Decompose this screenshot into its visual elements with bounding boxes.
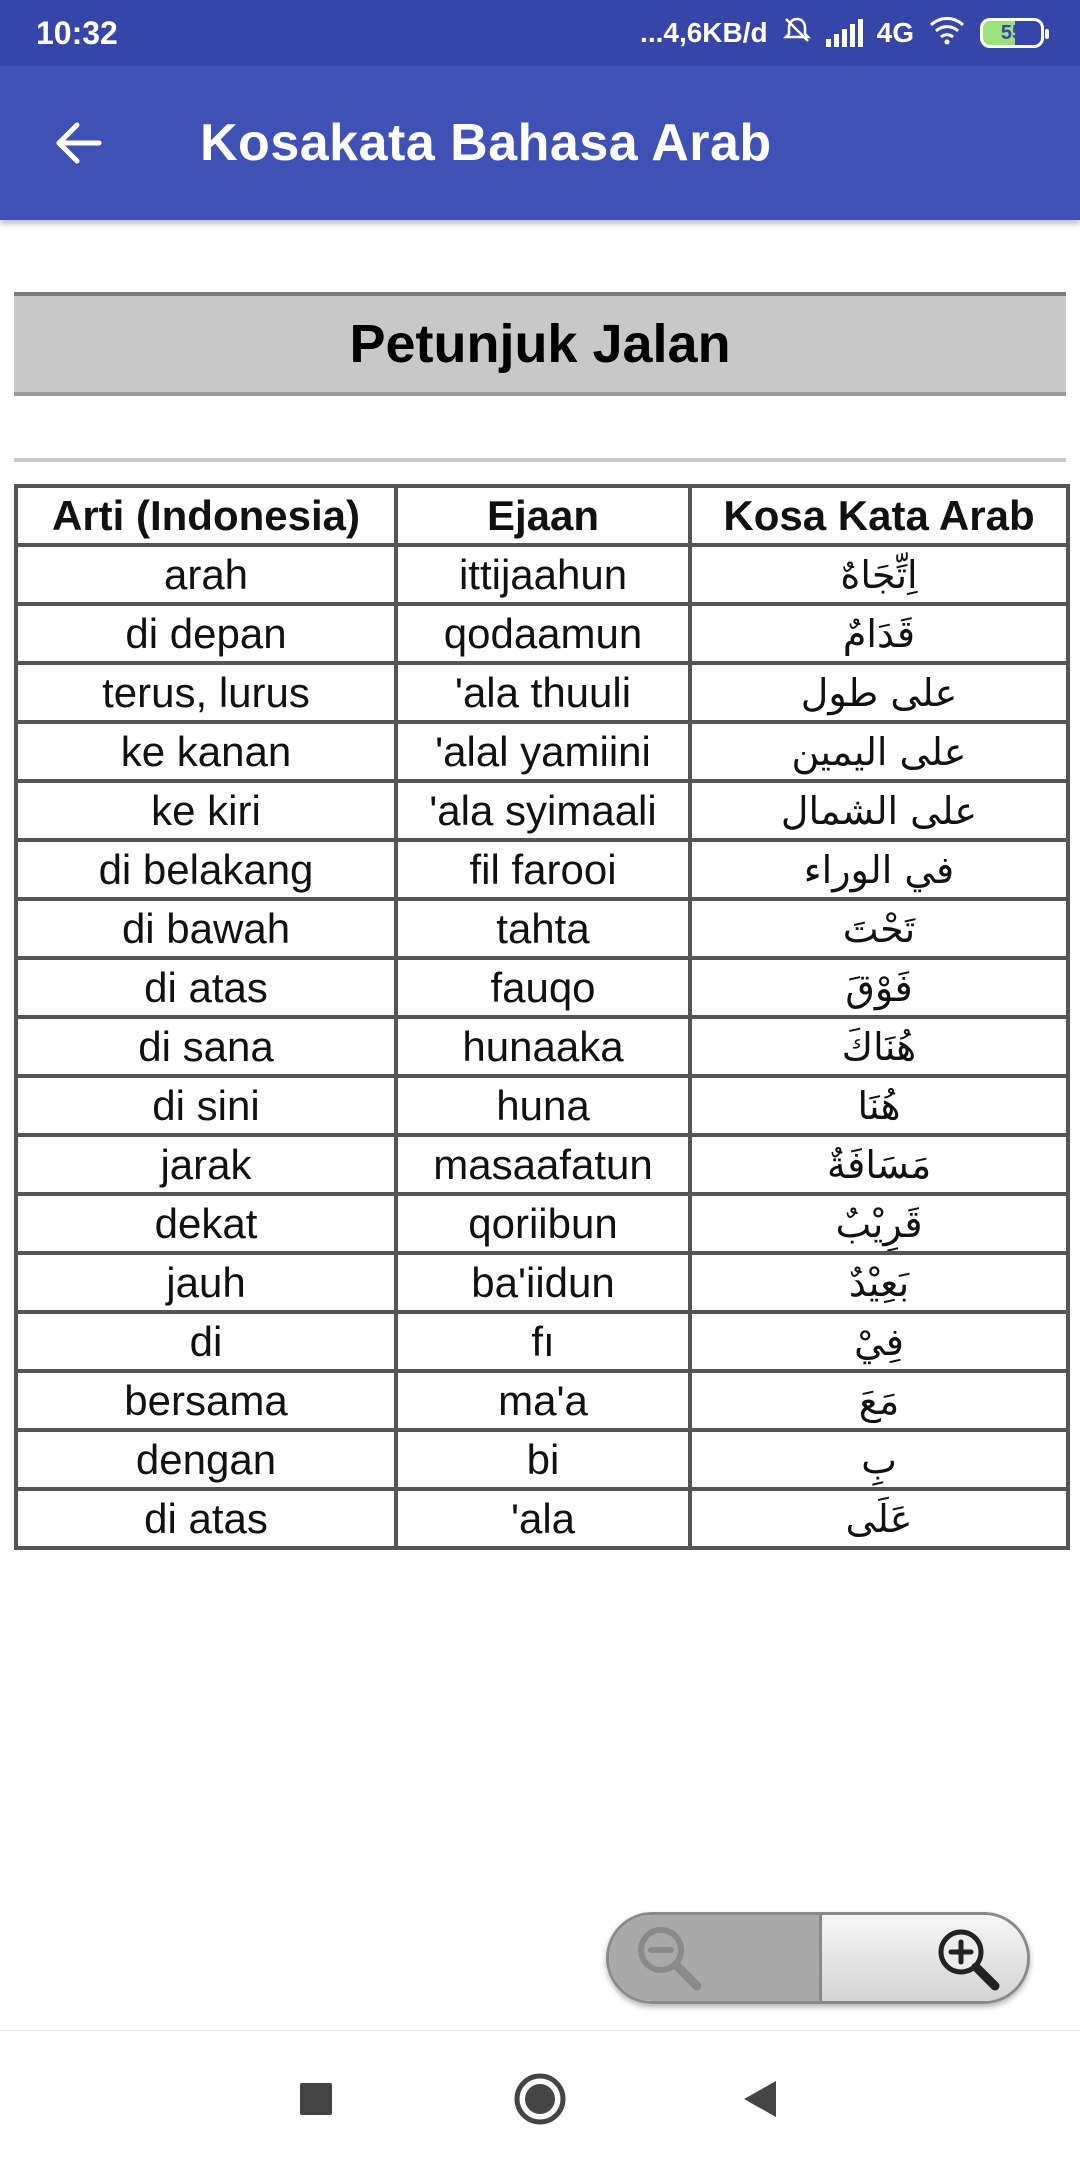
arrow-left-icon (51, 116, 105, 170)
cell-arab: قَرِيْبٌ (690, 1194, 1068, 1253)
app-bar (0, 66, 1080, 220)
vocabulary-table (14, 484, 1070, 1550)
table-row (16, 958, 1068, 1017)
battery-icon (980, 18, 1044, 48)
cell-arti: di depan (16, 604, 396, 663)
status-bar (0, 0, 1080, 66)
cell-arab: مَسَافَةٌ (690, 1135, 1068, 1194)
cell-arab: بَعِيْدٌ (690, 1253, 1068, 1312)
cell-arab: قَدَامٌ (690, 604, 1068, 663)
table-row (16, 899, 1068, 958)
cell-arab: على اليمين (690, 722, 1068, 781)
app-title: Kosakata Bahasa Arab (200, 114, 772, 172)
cell-ejaan: qoriibun (396, 1194, 690, 1253)
battery-level: 55 (1000, 21, 1024, 44)
zoom-in-button[interactable] (819, 1915, 1027, 2001)
table-row (16, 781, 1068, 840)
cell-arti: jarak (16, 1135, 396, 1194)
nav-back-button[interactable] (720, 2059, 800, 2139)
table-row (16, 1489, 1068, 1548)
home-button[interactable] (500, 2059, 580, 2139)
cell-ejaan: fil farooi (396, 840, 690, 899)
zoom-in-icon (931, 1922, 1003, 1994)
cell-ejaan: masaafatun (396, 1135, 690, 1194)
cell-arti: arah (16, 545, 396, 604)
wifi-icon (928, 15, 966, 52)
cell-arab: على الشمال (690, 781, 1068, 840)
cell-arab: فِيْ (690, 1312, 1068, 1371)
cell-ejaan: 'ala thuuli (396, 663, 690, 722)
header-arti: Arti (Indonesia) (16, 486, 396, 545)
zoom-out-icon (633, 1922, 705, 1994)
cell-arti: jauh (16, 1253, 396, 1312)
recents-button[interactable] (276, 2059, 356, 2139)
cell-ejaan: ittijaahun (396, 545, 690, 604)
header-arab: Kosa Kata Arab (690, 486, 1068, 545)
cell-arti: dengan (16, 1430, 396, 1489)
cell-arti: di sana (16, 1017, 396, 1076)
cell-arti: di belakang (16, 840, 396, 899)
cell-arti: dekat (16, 1194, 396, 1253)
cell-arab: هُنَاكَ (690, 1017, 1068, 1076)
signal-icon (826, 19, 863, 47)
cell-arab: مَعَ (690, 1371, 1068, 1430)
cell-arab: اِتِّجَاهٌ (690, 545, 1068, 604)
table-row (16, 1194, 1068, 1253)
table-row (16, 1430, 1068, 1489)
table-row (16, 840, 1068, 899)
cell-arab: فَوْقَ (690, 958, 1068, 1017)
cell-arti: ke kiri (16, 781, 396, 840)
cell-arti: di sini (16, 1076, 396, 1135)
network-speed: ...4,6KB/d (640, 17, 768, 48)
table-row (16, 1253, 1068, 1312)
back-triangle-icon (740, 2077, 780, 2121)
cell-ejaan: huna (396, 1076, 690, 1135)
table-row (16, 663, 1068, 722)
cell-ejaan: ba'iidun (396, 1253, 690, 1312)
cell-arab: هُنَا (690, 1076, 1068, 1135)
back-button[interactable] (38, 103, 118, 183)
table-row (16, 545, 1068, 604)
cell-ejaan: 'ala syimaali (396, 781, 690, 840)
cell-ejaan: 'alal yamiini (396, 722, 690, 781)
zoom-out-button[interactable] (609, 1915, 819, 2001)
home-circle-icon (512, 2071, 568, 2127)
cell-arti: bersama (16, 1371, 396, 1430)
cell-ejaan: fauqo (396, 958, 690, 1017)
cell-arti: ke kanan (16, 722, 396, 781)
zoom-control (606, 1912, 1030, 2004)
table-row (16, 604, 1068, 663)
cell-arab: في الوراء (690, 840, 1068, 899)
table-row (16, 1312, 1068, 1371)
table-row (16, 1371, 1068, 1430)
recents-square-icon (296, 2079, 336, 2119)
cell-arab: على طول (690, 663, 1068, 722)
table-row (16, 722, 1068, 781)
table-row (16, 1135, 1068, 1194)
cell-ejaan: tahta (396, 899, 690, 958)
cell-ejaan: qodaamun (396, 604, 690, 663)
cell-ejaan: ma'a (396, 1371, 690, 1430)
table-row (16, 1076, 1068, 1135)
table-row (16, 1017, 1068, 1076)
cell-arti: di (16, 1312, 396, 1371)
system-nav-bar (0, 2030, 1080, 2161)
cell-arab: عَلَى (690, 1489, 1068, 1548)
mute-bell-icon (782, 15, 812, 52)
status-time: 10:32 (36, 14, 118, 51)
cell-arti: di atas (16, 1489, 396, 1548)
network-type: 4G (876, 17, 914, 48)
cell-ejaan: fı (396, 1312, 690, 1371)
table-header-row (16, 486, 1068, 545)
header-ejaan: Ejaan (396, 486, 690, 545)
cell-arti: di bawah (16, 899, 396, 958)
cell-ejaan: hunaaka (396, 1017, 690, 1076)
cell-ejaan: bi (396, 1430, 690, 1489)
cell-arti: di atas (16, 958, 396, 1017)
divider (14, 458, 1066, 462)
cell-arab: تَحْتَ (690, 899, 1068, 958)
section-title: Petunjuk Jalan (14, 292, 1066, 396)
cell-arti: terus, lurus (16, 663, 396, 722)
cell-arab: بِ (690, 1430, 1068, 1489)
status-icons (640, 15, 1044, 52)
cell-ejaan: 'ala (396, 1489, 690, 1548)
